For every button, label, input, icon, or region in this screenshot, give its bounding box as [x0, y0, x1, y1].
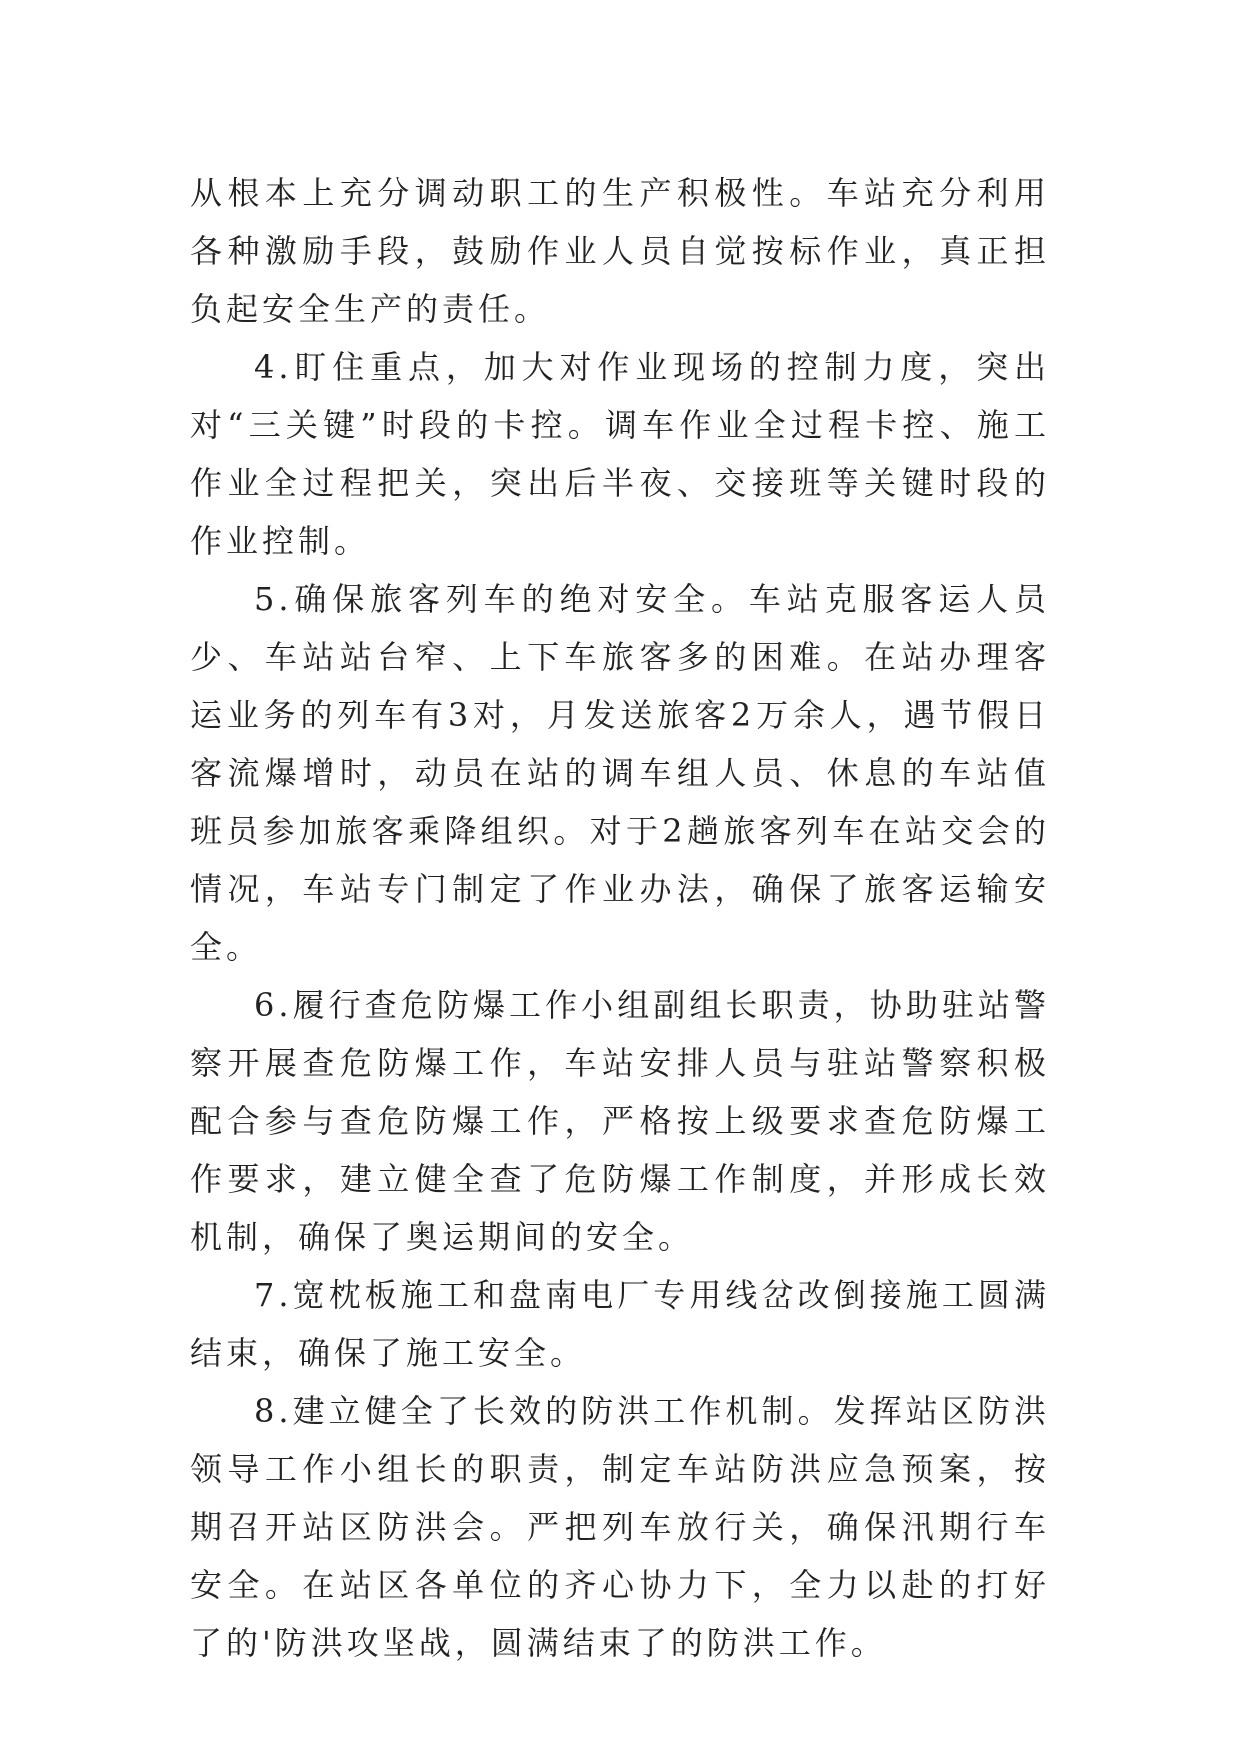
body-text	[190, 164, 1050, 1672]
paragraph-item-7: 7.宽枕板施工和盘南电厂专用线岔改倒接施工圆满结束，确保了施工安全。	[190, 1276, 1050, 1372]
paragraph-item-5: 5.确保旅客列车的绝对安全。车站克服客运人员少、车站站台窄、上下车旅客多的困难。在站办理客运业务的列车有3对，月发送旅客2万余人，遇节假日客流爆增时，动员在站的调车组人员、休息的车站值班员参加旅客乘降组织。对于2趟旅客列车在站交会的情况，车站专门制定了作业办法，确保了旅客运输安全。	[190, 580, 1050, 966]
paragraph-item-6: 6.履行查危防爆工作小组副组长职责，协助驻站警察开展查危防爆工作，车站安排人员与驻站警察积极配合参与查危防爆工作，严格按上级要求查危防爆工作要求，建立健全查了危防爆工作制度，并形成长效机制，确保了奥运期间的安全。	[190, 986, 1050, 1256]
paragraph-item-4: 4.盯住重点，加大对作业现场的控制力度，突出对“三关键”时段的卡控。调车作业全过程卡控、施工作业全过程把关，突出后半夜、交接班等关键时段的作业控制。	[190, 348, 1050, 560]
paragraph-item-8: 8.建立健全了长效的防洪工作机制。发挥站区防洪领导工作小组长的职责，制定车站防洪应急预案，按期召开站区防洪会。严把列车放行关，确保汛期行车安全。在站区各单位的齐心协力下，全力以赴的打好了的'防洪攻坚战，圆满结束了的防洪工作。	[190, 1392, 1050, 1662]
paragraph-continuation: 从根本上充分调动职工的生产积极性。车站充分利用各种激励手段，鼓励作业人员自觉按标作业，真正担负起安全生产的责任。	[190, 174, 1050, 328]
